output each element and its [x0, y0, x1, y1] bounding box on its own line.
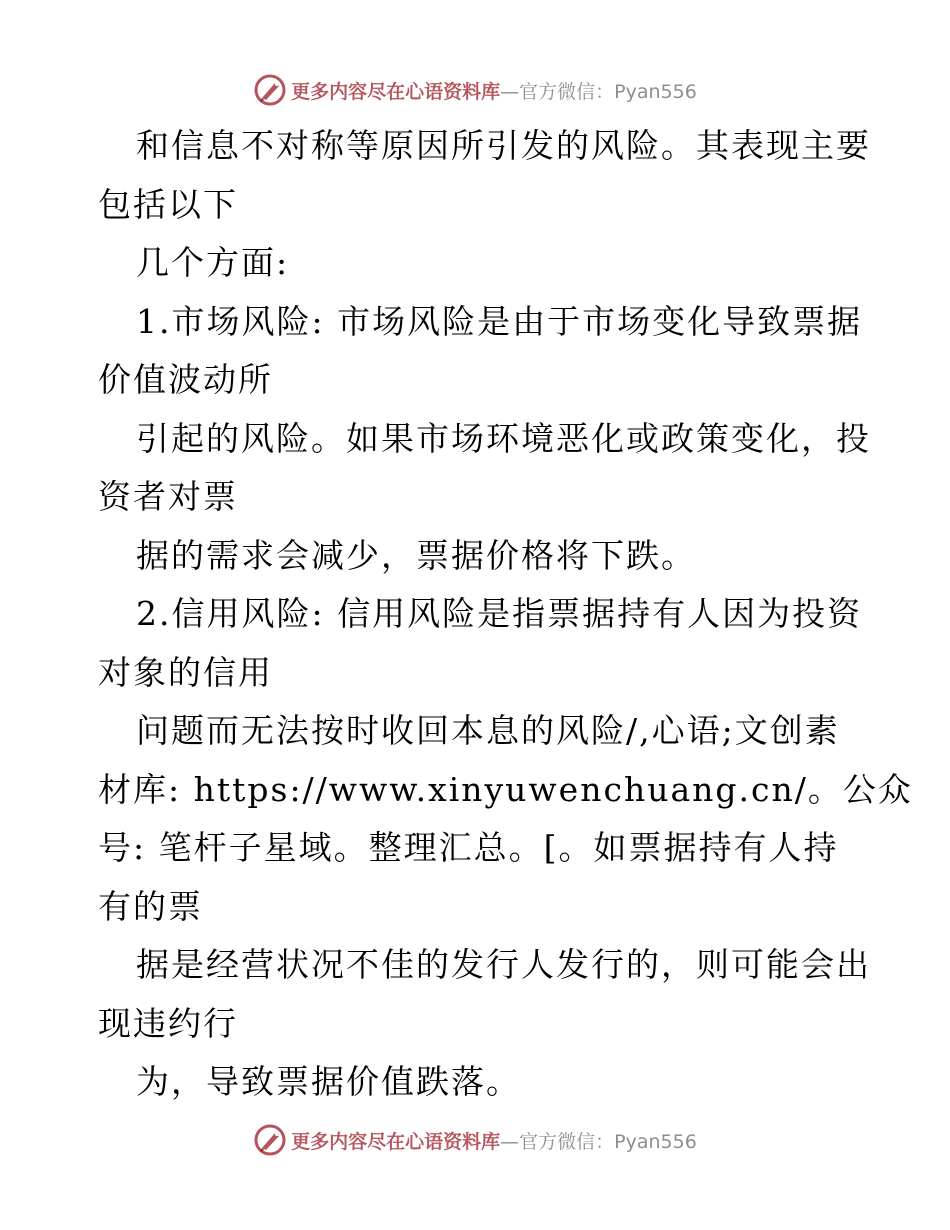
- text-line: 为，导致票据价值跌落。: [136, 1062, 521, 1101]
- footer-watermark: [0, 1120, 950, 1160]
- text-line: 现违约行: [98, 1003, 238, 1043]
- watermark-dash: —: [500, 80, 520, 103]
- watermark-sub-text: 官方微信：Pyan556: [519, 1130, 697, 1153]
- text-line: 包括以下: [98, 184, 238, 224]
- text-line: 价值波动所: [98, 360, 273, 399]
- text-line: 有的票: [98, 886, 203, 926]
- text-line: 引起的风险。如果市场环境恶化或政策变化，投: [136, 418, 871, 458]
- text-line: 1.市场风险: 市场风险是由于市场变化导致票据: [136, 301, 863, 341]
- watermark-main-text: 更多内容尽在心语资料库: [291, 80, 501, 103]
- watermark-dash: —: [500, 1130, 520, 1153]
- pen-logo-icon: [253, 73, 287, 107]
- text-line: 问题而无法按时收回本息的风险/,心语;文创素: [136, 711, 840, 750]
- pen-logo-icon: [253, 1123, 287, 1157]
- text-line: 2.信用风险: 信用风险是指票据持有人因为投资: [136, 594, 863, 633]
- watermark-main-text: 更多内容尽在心语资料库: [291, 1130, 501, 1153]
- text-line: 和信息不对称等原因所引发的风险。其表现主要: [136, 126, 871, 165]
- document-body: [98, 117, 913, 1112]
- watermark-sub-text: 官方微信：Pyan556: [519, 80, 697, 103]
- text-line: 几个方面:: [136, 243, 290, 282]
- text-line: 号: 笔杆子星域。整理汇总。[。如票据持有人持: [98, 828, 839, 867]
- text-line: 据的需求会减少，票据价格将下跌。: [136, 535, 696, 575]
- text-line: 对象的信用: [98, 652, 273, 692]
- text-line: 据是经营状况不佳的发行人发行的，则可能会出: [136, 945, 871, 984]
- header-watermark: [0, 70, 950, 110]
- text-line: 材库: https://www.xinyuwenchuang.cn/。公众: [98, 769, 913, 809]
- text-line: 资者对票: [98, 477, 238, 516]
